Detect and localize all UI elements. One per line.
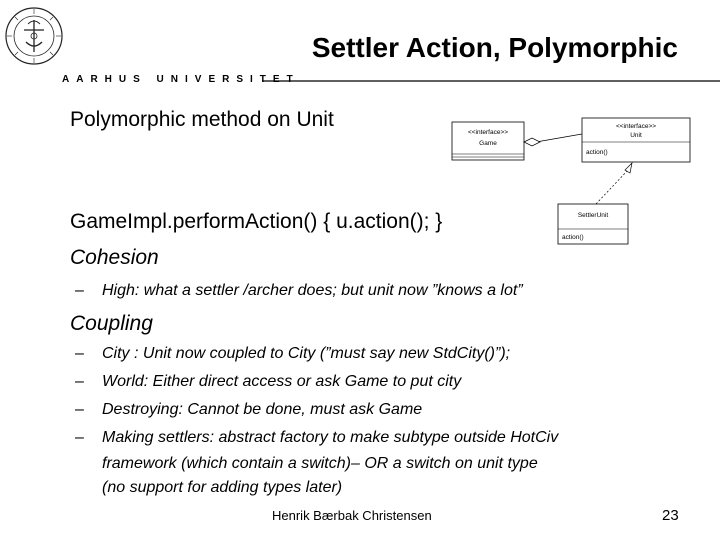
coupling-item-settlers-2: framework (which contain a switch)– OR a switch on unit type bbox=[102, 455, 538, 472]
unit-interface-box bbox=[582, 118, 690, 162]
settler-method: action() bbox=[562, 234, 584, 241]
point-polymorphic-method: Polymorphic method on Unit bbox=[70, 108, 334, 131]
association-arrow bbox=[524, 134, 582, 146]
university-seal-logo bbox=[4, 6, 64, 66]
coupling-item-settlers-1: Making settlers: abstract factory to make subtype outside HotCiv bbox=[102, 429, 559, 446]
settler-class-name: SettlerUnit bbox=[577, 212, 609, 219]
game-interface-box bbox=[452, 122, 524, 160]
cohesion-heading: Cohesion bbox=[70, 246, 159, 269]
university-banner bbox=[62, 70, 720, 94]
realization-arrow bbox=[596, 163, 632, 204]
settler-unit-box bbox=[558, 204, 628, 244]
unit-class-name: Unit bbox=[630, 132, 642, 139]
game-class-name: Game bbox=[479, 140, 497, 147]
coupling-dash-4: – bbox=[75, 429, 84, 446]
unit-method: action() bbox=[586, 149, 608, 156]
page-number: 23 bbox=[662, 507, 679, 524]
cohesion-dash: – bbox=[75, 282, 84, 299]
coupling-dash-3: – bbox=[75, 401, 84, 418]
university-name: AARHUS UNIVERSITET bbox=[62, 74, 300, 85]
uml-class-diagram bbox=[440, 104, 700, 250]
coupling-item-destroying: Destroying: Cannot be done, must ask Game bbox=[102, 401, 423, 418]
coupling-item-settlers-3: (no support for adding types later) bbox=[102, 479, 343, 496]
coupling-dash-1: – bbox=[75, 345, 84, 362]
coupling-heading: Coupling bbox=[70, 312, 153, 335]
coupling-item-city: City : Unit now coupled to City (”must say new StdCity()”); bbox=[102, 345, 511, 362]
footer-author: Henrik Bærbak Christensen bbox=[272, 508, 432, 523]
coupling-dash-2: – bbox=[75, 373, 84, 390]
coupling-item-world: World: Either direct access or ask Game to put city bbox=[102, 373, 462, 390]
unit-stereotype: <<interface>> bbox=[615, 123, 657, 130]
point-perform-action: GameImpl.performAction() { u.action(); } bbox=[70, 210, 443, 233]
cohesion-item: High: what a settler /archer does; but unit now ”knows a lot” bbox=[102, 282, 523, 299]
slide-title: Settler Action, Polymorphic bbox=[311, 32, 678, 63]
game-stereotype: <<interface>> bbox=[467, 129, 509, 136]
